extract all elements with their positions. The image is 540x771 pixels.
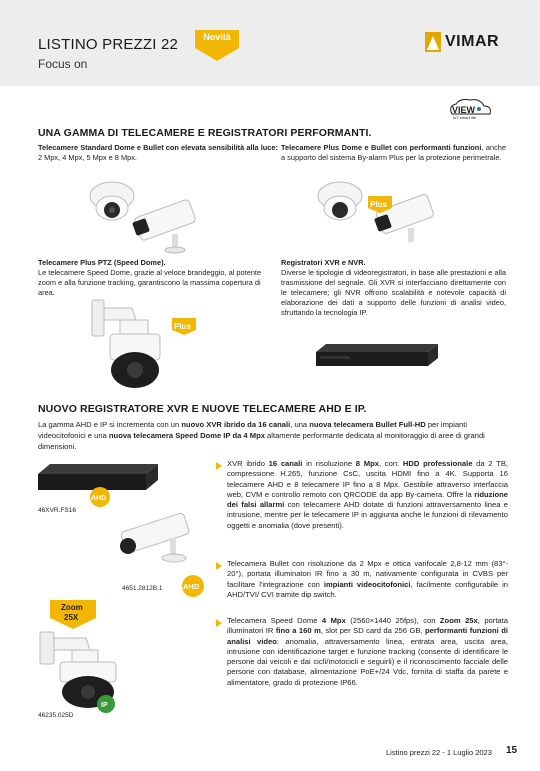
bullet-arrow-icon bbox=[216, 562, 222, 570]
page-subtitle: Focus on bbox=[38, 57, 88, 71]
block-plus-cameras: Telecamere Plus Dome e Bullet con performanti funzioni, anche a supporto del sistema By-alarm Plus per la protezione perimetrale. bbox=[281, 143, 507, 162]
ahd-badge-2 bbox=[180, 574, 206, 598]
code-xvr: 46XVR.FS16 bbox=[38, 507, 76, 514]
svg-text:AHD: AHD bbox=[91, 495, 107, 502]
section2-intro: La gamma AHD e IP si incrementa con un nuovo XVR ibrido da 16 canali, una nuova telecamera Bullet Full-HD per impianti videocitofonici e una nuova telecamera Speed Dome IP da 4 Mpx altamente performante dedicata al monitoraggio di aree di grandi dimensioni. bbox=[38, 420, 485, 451]
svg-text:25X: 25X bbox=[64, 613, 79, 622]
code-bullet: 4651.2812B.1 bbox=[122, 585, 163, 592]
standard-cameras-image bbox=[90, 176, 200, 254]
view-logo-tagline: IoT smart life bbox=[453, 115, 477, 120]
view-logo-name: VIEW bbox=[452, 105, 476, 115]
svg-text:Zoom: Zoom bbox=[61, 603, 83, 612]
block-recorders: Registratori XVR e NVR. Diverse le tipologie di videoregistratori, in base alle prestazioni e alla trasmissione del segnale. Gli XVR si interfacciano direttamente con le telecamere; gli NVR offrono scalabilità e notevole capacità di elaborazione dei dati a supporto delle funzioni di analisi video, sfruttando la tecnologia IP. bbox=[281, 258, 506, 317]
section1-title: UNA GAMMA DI TELECAMERE E REGISTRATORI PERFORMANTI. bbox=[38, 127, 372, 139]
bullet-arrow-icon bbox=[216, 619, 222, 627]
bullet-arrow-icon bbox=[216, 462, 222, 470]
bullet-bullet-camera-description: Telecamera Bullet con risoluzione da 2 Mpx e ottica varifocale 2,8-12 mm (83°- 20°), portata illuminatori IR fino a 30 m, nativamente configurata in CVBS per facilitare l'integrazione con impianti videocitofonici, facilmente configurabile in AHD/TVI/ CVI tramite dip switch. bbox=[227, 559, 508, 599]
svg-text:IP: IP bbox=[101, 702, 108, 709]
nvr-recorder-image bbox=[316, 342, 438, 368]
section2-title: NUOVO REGISTRATORE XVR E NUOVE TELECAMERE AHD E IP. bbox=[38, 403, 367, 415]
bullet-speed-dome-description: Telecamera Speed Dome 4 Mpx (2560×1440 25fps), con Zoom 25x, portata illuminatori IR fino a 160 m, slot per SD card da 256 GB, performanti funzioni di analisi video: anomalia, attraversamento linea, entrata area, uscita area, intrusione con identificazione target e funzione tracking (consente di identificare le persone dai veicoli e dai ciclì/motocicli e seguirli) e il riconoscimento facciale delle persone con database, alimentazione PoE+/24 Vdc, fornita di staffa da parete e alimentatore, grado di protezione IP66. bbox=[227, 616, 509, 687]
zoom-badge bbox=[48, 598, 98, 630]
bullet-xvr-description: XVR ibrido 16 canali in risoluzione 8 Mpx, con: HDD professionale da 2 TB, compressione H.265, funzione CsC, uscita HDMI fino a 4K. Supporta 16 telecamere AHD e 8 telecamere IP fino a 8 Mpx. Gestibile attraverso interfaccia web, CVM e controllo remoto con QRCODE da app By-camera. Offre la riduzione dei falsi allarmi con telecamere AHD dotate di funzioni attraversamento linea e intrusione, mentre per le telecamere IP in aggiunta anche le funzioni di rilevamento oggetti e anomalia (dove presenti). bbox=[227, 459, 508, 530]
ahd-badge-1 bbox=[88, 486, 112, 508]
novita-badge: Novità bbox=[203, 32, 231, 42]
code-speed-dome: 46235.025D bbox=[38, 712, 74, 719]
brand-logo: VIMAR bbox=[445, 33, 500, 50]
page-title: LISTINO PREZZI 22 bbox=[38, 36, 179, 53]
plus-badge-1 bbox=[366, 194, 394, 214]
bullet-camera-image bbox=[118, 512, 204, 568]
plus-badge-2 bbox=[170, 316, 198, 336]
page-number: 15 bbox=[506, 745, 518, 756]
svg-text:Plus: Plus bbox=[174, 322, 191, 331]
block-ptz-cameras: Telecamere Plus PTZ (Speed Dome). Le telecamere Speed Dome, grazie al veloce brandeggio, al potente zoom e alla funzione tracking, garantiscono la massima copertura di area. bbox=[38, 258, 262, 297]
svg-text:AHD: AHD bbox=[183, 582, 200, 591]
view-logo-icon bbox=[448, 98, 492, 120]
ip-badge bbox=[96, 694, 116, 714]
svg-text:Plus: Plus bbox=[370, 200, 387, 209]
ptz-camera-image bbox=[92, 298, 164, 390]
footer-text: Listino prezzi 22 - 1 Luglio 2023 bbox=[386, 748, 492, 757]
block-standard-cameras: Telecamere Standard Dome e Bullet con elevata sensibilità alla luce: 2 Mpx, 4 Mpx, 5 Mpx e 8 Mpx. bbox=[38, 143, 278, 162]
